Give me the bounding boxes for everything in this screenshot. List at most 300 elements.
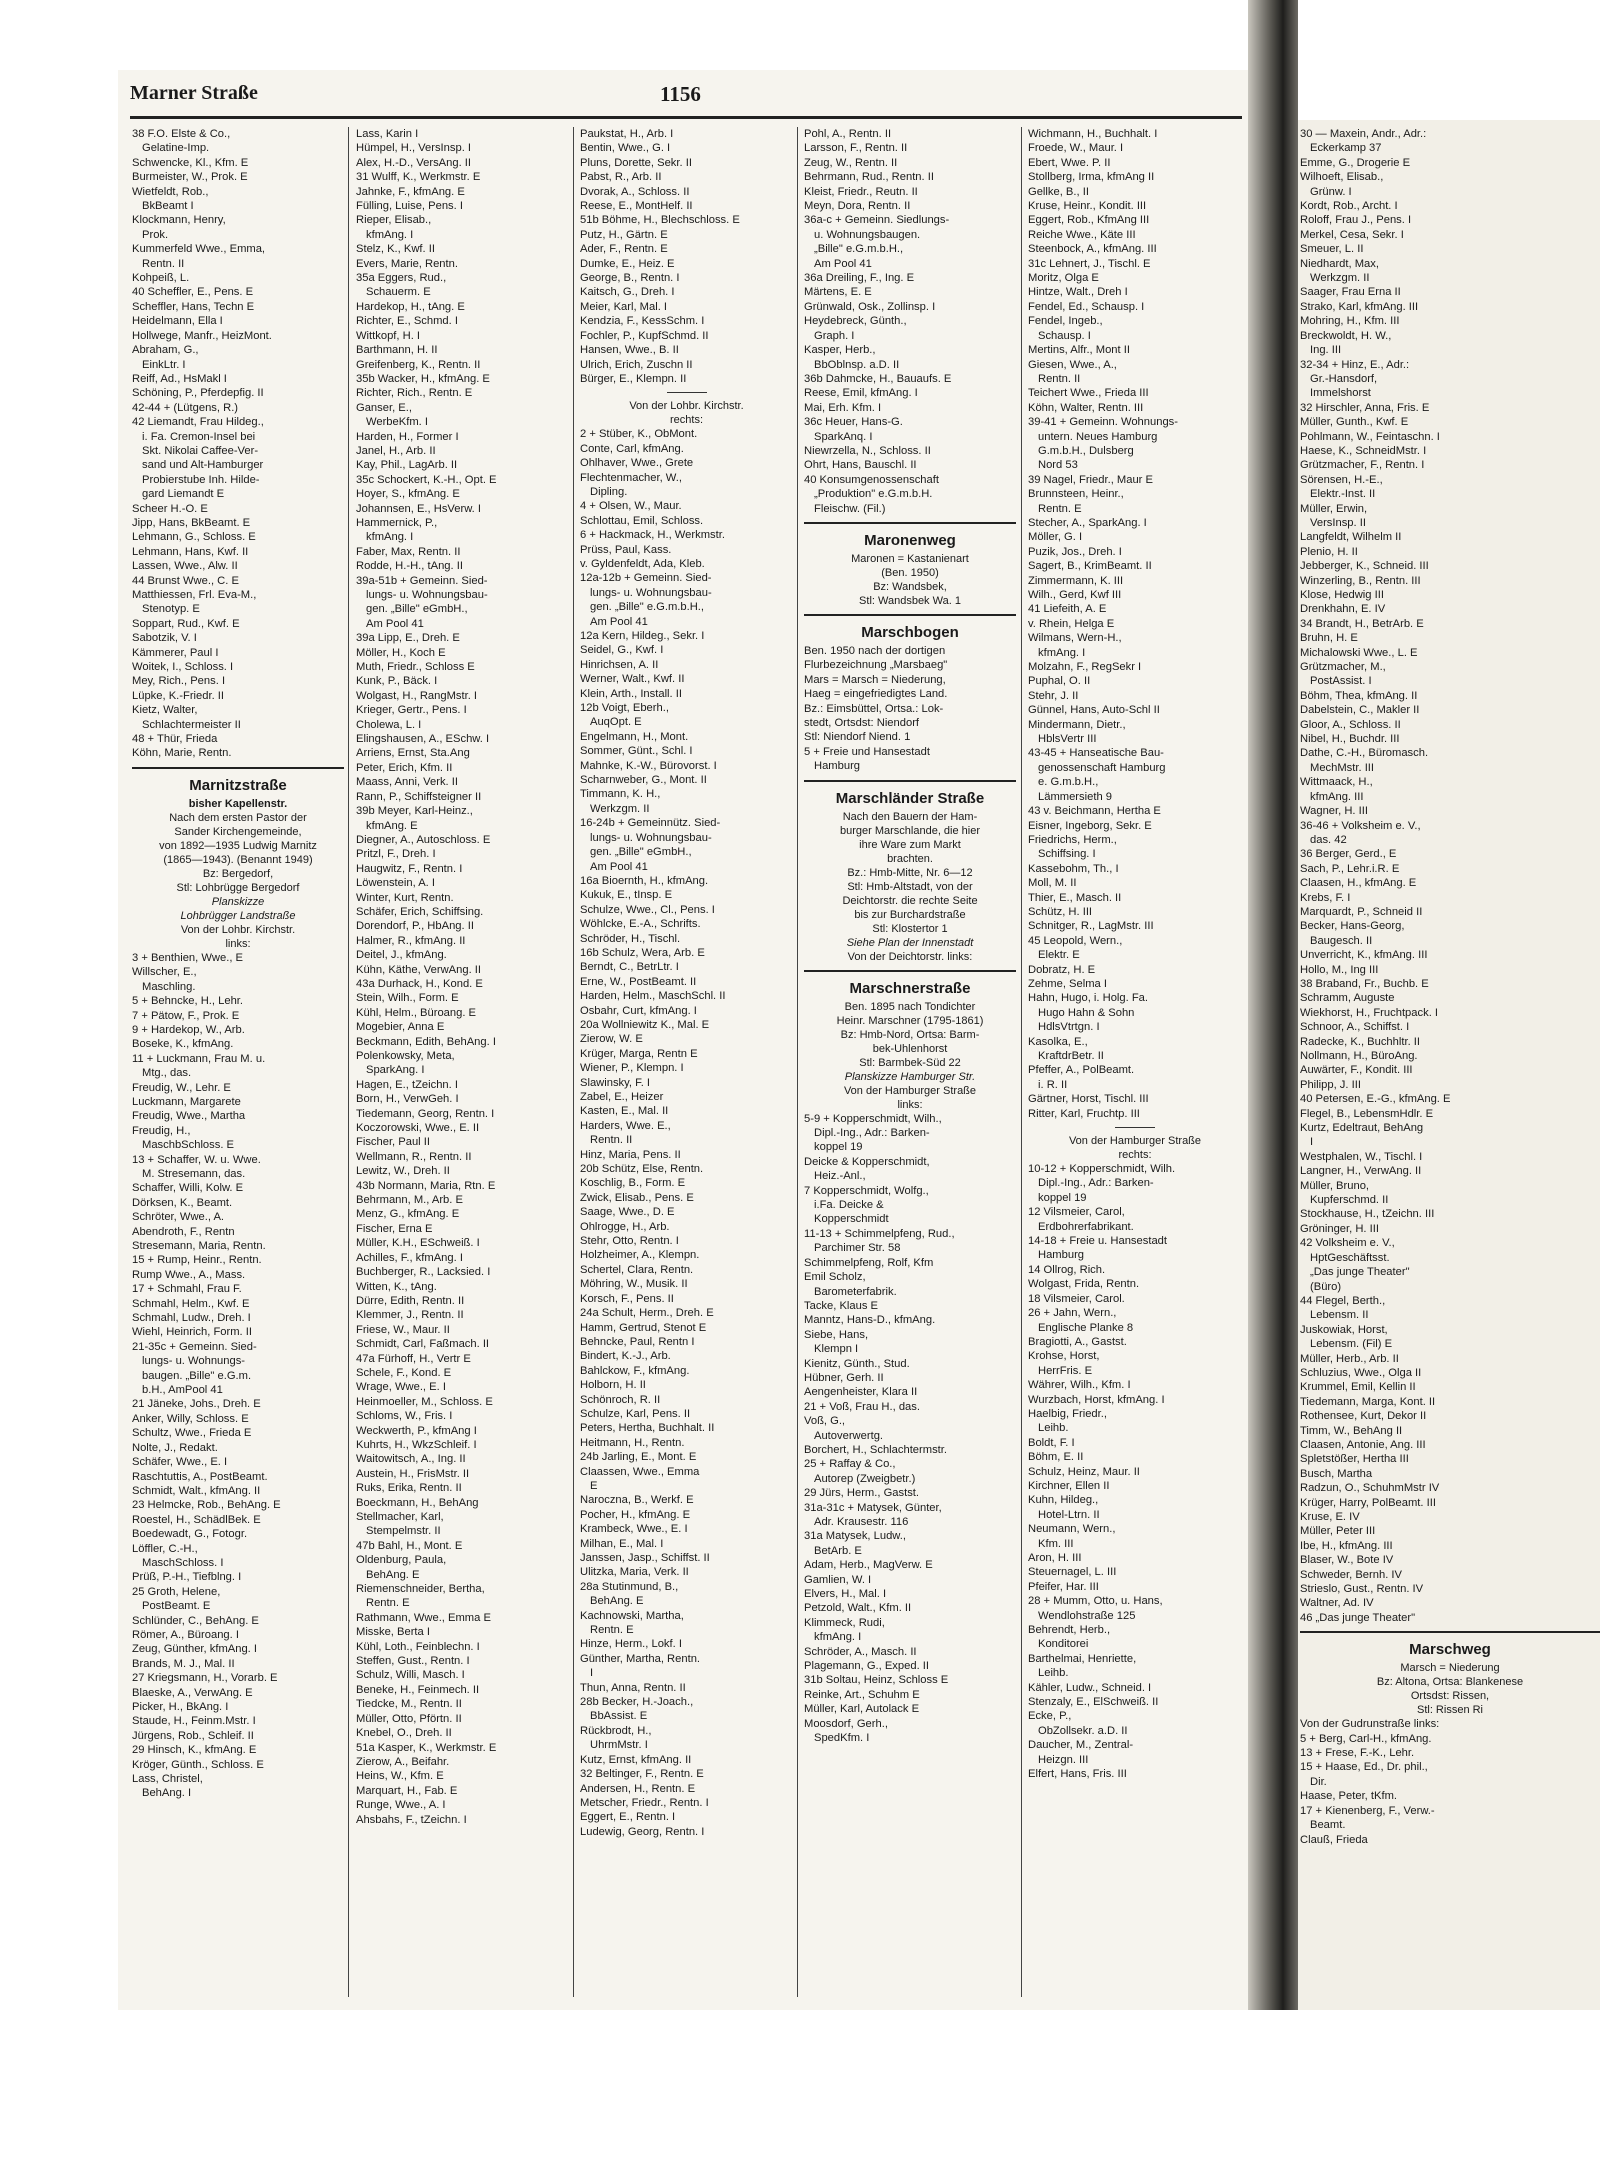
resident-entry: Köhn, Marie, Rentn. xyxy=(132,747,232,760)
resident-entry: Köhn, Walter, Rentn. III xyxy=(1028,401,1144,414)
street-info-line: Nach dem ersten Pastor der xyxy=(169,811,307,824)
resident-entry: Barthelmai, Henriette, xyxy=(1028,1652,1137,1665)
resident-entry: 39b Meyer, Karl-Heinz., xyxy=(356,805,473,818)
resident-entry: Kay, Phil., LagArb. II xyxy=(356,459,458,472)
resident-entry: Janssen, Jasp., Schiffst. II xyxy=(580,1552,710,1564)
street-info-line: links: xyxy=(225,937,251,950)
resident-entry: Bentin, Wwe., G. I xyxy=(580,142,671,155)
resident-entry: 10-12 + Kopperschmidt, Wilh. xyxy=(1028,1163,1176,1176)
resident-entry: Schwencke, Kl., Kfm. E xyxy=(132,156,249,169)
resident-entry: stedt, Ortsdst: Niendorf xyxy=(804,717,920,729)
entry-continuation: Schausp. I xyxy=(1038,329,1091,342)
resident-entry: 16a Bioernth, H., kfmAng. xyxy=(580,874,709,887)
resident-entry: Scheer H.-O. E xyxy=(132,502,208,515)
resident-entry: Kleist, Friedr., Reutn. II xyxy=(804,185,918,198)
resident-entry: Schaffer, Willi, Kolw. E xyxy=(132,1182,244,1195)
resident-entry: 15 + Rump, Heinr., Rentn. xyxy=(132,1254,262,1267)
resident-entry: Kienitz, Günth., Stud. xyxy=(804,1357,910,1370)
resident-entry: 14-18 + Freie u. Hansestadt xyxy=(1028,1235,1167,1248)
resident-entry: Boeckmann, H., BehAng xyxy=(356,1496,479,1509)
resident-entry: Roestel, H., SchädlBek. E xyxy=(132,1513,261,1526)
resident-entry: 32 Hirschler, Anna, Fris. E xyxy=(1300,401,1430,414)
resident-entry: Moritz, Olga E xyxy=(1028,272,1099,285)
resident-entry: Schütz, H. III xyxy=(1028,905,1093,918)
resident-entry: Krummel, Emil, Kellin II xyxy=(1300,1381,1416,1394)
resident-entry: Rann, P., Schiffsteigner II xyxy=(356,790,482,803)
entry-continuation: gen. „Bille" e.G.m.b.H., xyxy=(590,601,705,614)
entry-continuation: VersInsp. II xyxy=(1310,516,1366,529)
resident-entry: Kühl, Loth., Feinblechn. I xyxy=(356,1640,480,1653)
resident-entry: Soppart, Rud., Kwf. E xyxy=(132,617,240,630)
resident-entry: Sabotzik, V. I xyxy=(132,632,197,645)
entry-continuation: Barometerfabrik. xyxy=(814,1285,897,1298)
resident-entry: 28 + Mumm, Otto, u. Hans, xyxy=(1028,1595,1163,1608)
entry-continuation: Parchimer Str. 58 xyxy=(814,1242,901,1255)
resident-entry: Raschtuttis, A., PostBeamt. xyxy=(132,1470,268,1483)
resident-entry: Kendzia, F., KessSchm. I xyxy=(580,315,705,328)
entry-continuation: Stempelmstr. II xyxy=(366,1525,441,1538)
resident-entry: Beckmann, Edith, BehAng. I xyxy=(356,1035,496,1048)
resident-entry: 42 Volksheim e. V., xyxy=(1300,1237,1395,1250)
resident-entry: Langfeldt, Wilhelm II xyxy=(1300,531,1402,544)
entry-continuation: Prok. xyxy=(142,228,169,241)
resident-entry: Nolte, J., Redakt. xyxy=(132,1441,218,1454)
resident-entry: Rieper, Elisab., xyxy=(356,214,432,227)
entry-continuation: SpedKfm. I xyxy=(814,1732,870,1745)
street-info-line: Bz: Bergedorf, xyxy=(202,867,274,880)
resident-entry: Friedrichs, Herm., xyxy=(1028,833,1117,846)
resident-entry: Knebel, O., Dreh. II xyxy=(356,1727,452,1740)
resident-entry: Molzahn, F., RegSekr I xyxy=(1028,661,1142,674)
resident-entry: Andersen, H., Rentn. E xyxy=(580,1782,696,1795)
resident-entry: Borchert, H., Schlachtermstr. xyxy=(804,1443,947,1456)
resident-entry: Kurtz, Edeltraut, BehAng xyxy=(1300,1122,1424,1135)
resident-entry: Niedhardt, Max, xyxy=(1300,257,1379,270)
street-heading: Marnitzstraße xyxy=(132,767,344,797)
entry-continuation: Dipling. xyxy=(590,485,628,498)
resident-entry: Picker, H., BkAng. I xyxy=(132,1701,229,1713)
resident-entry: Scheffler, Hans, Techn E xyxy=(132,300,255,313)
entry-continuation: MaschSchloss. I xyxy=(142,1556,224,1569)
resident-entry: Bragiotti, A., Gastst. xyxy=(1028,1335,1127,1348)
resident-entry: Schmidt, Walt., kfmAng. II xyxy=(132,1484,261,1497)
section-separator xyxy=(667,392,707,393)
resident-entry: Kassebohm, Th., I xyxy=(1028,862,1119,875)
resident-entry: Günther, Martha, Rentn. xyxy=(580,1652,701,1665)
entry-continuation: i. Fa. Cremon-Insel bei xyxy=(142,430,256,443)
resident-entry: Zimmermann, K. III xyxy=(1028,574,1124,587)
resident-entry: Becker, Hans-Georg, xyxy=(1300,920,1405,933)
entry-continuation: BkBeamt I xyxy=(142,200,194,213)
resident-entry: Pluns, Dorette, Sekr. II xyxy=(580,156,692,169)
entry-continuation: Am Pool 41 xyxy=(590,860,648,873)
resident-entry: Reiche Wwe., Käte III xyxy=(1028,228,1136,241)
directory-column-3 xyxy=(580,127,793,2007)
resident-entry: Mey, Rich., Pens. I xyxy=(132,675,226,688)
entry-continuation: BehAng. I xyxy=(142,1787,192,1800)
resident-entry: Flurbezeichnung „Marsbaeg" xyxy=(804,659,948,672)
resident-entry: Kukuk, E., tInsp. E xyxy=(580,889,673,902)
resident-entry: 34 Brandt, H., BetrArb. E xyxy=(1300,617,1424,630)
resident-entry: Beneke, H., Feinmech. II xyxy=(356,1683,480,1696)
entry-continuation: Mtg., das. xyxy=(142,1067,192,1080)
entry-continuation: Nord 53 xyxy=(1038,459,1078,472)
resident-entry: Pohlmann, W., Feintaschn. I xyxy=(1300,430,1440,443)
resident-entry: Kruse, Heinr., Kondit. III xyxy=(1028,200,1147,213)
entry-continuation: Kupferschmd. II xyxy=(1310,1194,1389,1207)
resident-entry: Johannsen, E., HsVerw. I xyxy=(356,502,481,515)
resident-entry: Harden, H., Former I xyxy=(356,430,459,443)
resident-entry: Hardekop, H., tAng. E xyxy=(356,300,465,313)
resident-entry: Aron, H. III xyxy=(1028,1552,1082,1564)
resident-entry: 13 + Schaffer, W. u. Wwe. xyxy=(132,1153,261,1166)
resident-entry: Rodde, H.-H., tAng. II xyxy=(356,560,463,573)
entry-continuation: Beamt. xyxy=(1310,1819,1346,1832)
resident-entry: Lewitz, W., Dreh. II xyxy=(356,1165,450,1178)
resident-entry: Osbahr, Curt, kfmAng. I xyxy=(580,1004,697,1017)
entry-continuation: „Das junge Theater" xyxy=(1310,1266,1410,1279)
resident-entry: Winzerling, B., Rentn. III xyxy=(1300,574,1421,587)
resident-entry: Ecke, P., xyxy=(1028,1710,1072,1723)
resident-entry: Schmahl, Helm., Kwf. E xyxy=(132,1297,250,1310)
entry-continuation: genossenschaft Hamburg xyxy=(1038,761,1166,774)
street-info-line: Maronen = Kastanienart xyxy=(851,552,969,565)
resident-entry: Achilles, F., kfmAng. I xyxy=(356,1251,463,1264)
resident-entry: Misske, Berta I xyxy=(356,1626,430,1639)
resident-entry: Schulze, Karl, Pens. II xyxy=(580,1407,691,1420)
entry-continuation: kfmAng. I xyxy=(366,228,414,241)
resident-entry: Brands, M. J., Mal. II xyxy=(132,1657,235,1670)
resident-entry: Fülling, Luise, Pens. I xyxy=(356,200,463,213)
resident-entry: Schramm, Auguste xyxy=(1300,992,1395,1005)
resident-entry: Schele, F., Kond. E xyxy=(356,1366,452,1379)
resident-entry: Putz, H., Gärtn. E xyxy=(580,228,668,241)
entry-continuation: Wendlohstraße 125 xyxy=(1038,1609,1136,1622)
resident-entry: Schäfer, Erich, Schiffsing. xyxy=(356,905,484,918)
entry-continuation: i.Fa. Deicke & xyxy=(814,1199,884,1212)
resident-entry: Löwenstein, A. I xyxy=(356,877,435,890)
resident-entry: George, B., Rentn. I xyxy=(580,272,680,285)
resident-entry: Wilh., Gerd, Kwf III xyxy=(1028,589,1122,601)
resident-entry: Adam, Herb., MagVerw. E xyxy=(804,1559,933,1572)
resident-entry: Blaser, W., Bote IV xyxy=(1300,1554,1394,1567)
resident-entry: Westphalen, W., Tischl. I xyxy=(1300,1150,1423,1163)
street-info-line: Bz.: Hmb-Mitte, Nr. 6—12 xyxy=(847,866,973,879)
resident-entry: Meier, Karl, Mal. I xyxy=(580,300,668,313)
entry-continuation: PostBeamt. E xyxy=(142,1600,211,1613)
resident-entry: Milhan, E., Mal. I xyxy=(580,1537,664,1550)
resident-entry: Günnel, Hans, Auto-Schl II xyxy=(1028,704,1160,717)
entry-continuation: Am Pool 41 xyxy=(366,617,424,630)
resident-entry: Zwick, Elisab., Pens. E xyxy=(580,1191,694,1204)
resident-entry: Timmann, K. H., xyxy=(580,788,661,801)
resident-entry: Giesen, Wwe., A., xyxy=(1028,358,1117,371)
resident-entry: Kuhrts, H., WkzSchleif. I xyxy=(356,1438,477,1451)
resident-entry: Tiedcke, M., Rentn. II xyxy=(356,1698,462,1711)
resident-entry: 40 Konsumgenossenschaft xyxy=(804,473,939,486)
resident-entry: Währer, Wilh., Kfm. I xyxy=(1028,1379,1131,1392)
header-rule xyxy=(130,116,1242,119)
resident-entry: 4 + Olsen, W., Maur. xyxy=(580,500,682,513)
resident-entry: Waitowitsch, A., Ing. II xyxy=(356,1453,466,1466)
resident-entry: Austein, H., FrisMstr. II xyxy=(356,1467,470,1480)
resident-entry: Lassen, Wwe., Alw. II xyxy=(132,560,238,573)
resident-entry: Siebe, Hans, xyxy=(804,1328,869,1341)
directory-column-1 xyxy=(132,127,344,2007)
resident-entry: 31a Matysek, Ludw., xyxy=(804,1530,906,1543)
resident-entry: Klockmann, Henry, xyxy=(132,214,226,227)
resident-entry: 43a Durhack, H., Kond. E xyxy=(356,977,483,990)
resident-entry: Grützmacher, F., Rentn. I xyxy=(1300,459,1425,472)
entry-continuation: Leihb. xyxy=(1038,1422,1069,1435)
resident-entry: Born, H., VerwGeh. I xyxy=(356,1093,459,1106)
resident-entry: Emme, G., Drogerie E xyxy=(1300,156,1411,169)
resident-entry: Hahn, Hugo, i. Holg. Fa. xyxy=(1028,992,1149,1005)
resident-entry: Stl: Niendorf Niend. 1 xyxy=(804,731,911,744)
resident-entry: 32 Beltinger, F., Rentn. E xyxy=(580,1768,704,1781)
resident-entry: Dumke, E., Heiz. E xyxy=(580,257,675,270)
entry-continuation: WerbeKfm. I xyxy=(366,416,428,429)
resident-entry: Von der Gudrunstraße links: xyxy=(1300,1718,1440,1731)
resident-entry: Drenkhahn, E. IV xyxy=(1300,603,1386,616)
resident-entry: Krambeck, Wwe., E. I xyxy=(580,1523,688,1536)
resident-entry: Stollberg, Irma, kfmAng II xyxy=(1028,171,1155,184)
resident-entry: Manntz, Hans-D., kfmAng. xyxy=(804,1314,936,1327)
resident-entry: Anker, Willy, Schloss. E xyxy=(132,1412,249,1425)
resident-entry: Haelbig, Friedr., xyxy=(1028,1407,1107,1420)
resident-entry: Rump Wwe., A., Mass. xyxy=(132,1268,246,1281)
entry-continuation: Hamburg xyxy=(1038,1249,1085,1262)
resident-entry: 38 Braband, Fr., Buchb. E xyxy=(1300,977,1429,990)
resident-entry: Hümpel, H., VersInsp. I xyxy=(356,142,472,155)
resident-entry: Waltner, Ad. IV xyxy=(1300,1597,1374,1610)
resident-entry: Breckwoldt, H. W., xyxy=(1300,329,1392,342)
entry-continuation: Kfm. III xyxy=(1038,1537,1074,1550)
resident-entry: Behncke, Paul, Rentn I xyxy=(580,1335,695,1348)
resident-entry: Krüger, Harry, PolBeamt. III xyxy=(1300,1496,1436,1509)
entry-continuation: ObZollsekr. a.D. II xyxy=(1038,1724,1128,1737)
entry-continuation: Lebensm. II xyxy=(1310,1309,1369,1322)
resident-entry: Schulz, Willi, Masch. I xyxy=(356,1669,465,1682)
resident-entry: Bindert, K.-J., Arb. xyxy=(580,1350,671,1363)
entry-continuation: Hugo Hahn & Sohn xyxy=(1038,1006,1135,1019)
resident-entry: Schlottau, Emil, Schloss. xyxy=(580,514,704,527)
resident-entry: 35c Schockert, K.-H., Opt. E xyxy=(356,473,497,486)
resident-entry: Werner, Walt., Kwf. II xyxy=(580,673,685,686)
resident-entry: 25 + Raffay & Co., xyxy=(804,1458,896,1471)
resident-entry: Thier, E., Masch. II xyxy=(1028,891,1122,904)
resident-entry: Hamm, Gertrud, Stenot E xyxy=(580,1321,707,1334)
resident-entry: 40 Scheffler, E., Pens. E xyxy=(132,286,254,299)
resident-entry: Ulitzka, Maria, Verk. II xyxy=(580,1566,689,1579)
resident-entry: Wöhlcke, E.-A., Schrifts. xyxy=(580,918,701,931)
resident-entry: Ahsbahs, F., tZeichn. I xyxy=(356,1813,467,1826)
street-info-line: bek-Uhlenhorst xyxy=(872,1042,948,1055)
resident-entry: Paukstat, H., Arb. I xyxy=(580,128,674,140)
resident-entry: Pohl, A., Rentn. II xyxy=(804,128,892,140)
resident-entry: Haeg = eingefriedigtes Land. xyxy=(804,688,948,701)
resident-entry: 5 + Freie und Hansestadt xyxy=(804,745,930,758)
resident-entry: Klimmeck, Rudi, xyxy=(804,1616,885,1629)
resident-entry: Schweder, Bernh. IV xyxy=(1300,1568,1402,1581)
resident-entry: Sörensen, H.-E., xyxy=(1300,473,1383,486)
resident-entry: Hoyer, S., kfmAng. E xyxy=(356,488,460,501)
resident-entry: Bürger, E., Klempn. II xyxy=(580,372,687,385)
resident-entry: Tacke, Klaus E xyxy=(804,1299,878,1312)
resident-entry: Dvorak, A., Schloss. II xyxy=(580,185,690,198)
resident-entry: Kirchner, Ellen II xyxy=(1028,1479,1110,1492)
resident-entry: 20b Schütz, Else, Rentn. xyxy=(580,1163,704,1176)
resident-entry: Gröninger, H. III xyxy=(1300,1222,1379,1235)
resident-entry: Gloor, A., Schloss. II xyxy=(1300,718,1401,731)
resident-entry: Müller, Gunth., Kwf. E xyxy=(1300,416,1409,429)
resident-entry: Smeuer, L. II xyxy=(1300,243,1364,256)
resident-entry: Schulz, Heinz, Maur. II xyxy=(1028,1465,1140,1478)
resident-entry: Ohlhaver, Wwe., Grete xyxy=(580,457,694,470)
street-info-line: Marsch = Niederung xyxy=(1400,1662,1500,1675)
resident-entry: Petzold, Walt., Kfm. II xyxy=(804,1602,912,1615)
street-info-line: brachten. xyxy=(887,852,933,865)
resident-entry: Rothensee, Kurt, Dekor II xyxy=(1300,1410,1427,1423)
resident-entry: Claassen, Wwe., Emma xyxy=(580,1465,700,1478)
resident-entry: Schmidt, Carl, Faßmach. II xyxy=(356,1338,490,1351)
resident-entry: Dorendorf, P., HbAng. II xyxy=(356,920,474,933)
resident-entry: 31a-31c + Matysek, Günter, xyxy=(804,1501,942,1514)
resident-entry: Haese, K., SchneidMstr. I xyxy=(1300,444,1427,457)
entry-continuation: Erdbohrerfabrikant. xyxy=(1038,1220,1134,1233)
resident-entry: Sagert, B., KrimBeamt. II xyxy=(1028,560,1152,573)
resident-entry: Strako, Karl, kfmAng. III xyxy=(1300,300,1419,313)
entry-continuation: Gelatine-Imp. xyxy=(142,142,210,155)
resident-entry: Eggert, E., Rentn. I xyxy=(580,1811,676,1824)
resident-entry: Wagner, H. III xyxy=(1300,805,1368,818)
resident-entry: Roloff, Frau J., Pens. I xyxy=(1300,214,1412,227)
resident-entry: 5-9 + Kopperschmidt, Wilh., xyxy=(804,1112,942,1125)
resident-entry: Kunk, P., Bäck. I xyxy=(356,675,438,688)
resident-entry: Daucher, M., Zentral- xyxy=(1028,1739,1134,1752)
entry-continuation: Lämmersieth 9 xyxy=(1038,790,1112,803)
resident-entry: Boedewadt, G., Fotogr. xyxy=(132,1528,248,1541)
resident-entry: Harders, Wwe. E., xyxy=(580,1119,671,1132)
resident-entry: 41 Liefeith, A. E xyxy=(1028,603,1107,616)
street-info-line: (Ben. 1950) xyxy=(881,566,939,579)
entry-continuation: G.m.b.H., Dulsberg xyxy=(1038,444,1134,457)
resident-entry: Schnoor, A., Schiffst. I xyxy=(1300,1021,1410,1034)
entry-continuation: PostAssist. I xyxy=(1310,675,1372,688)
entry-continuation: gen. „Bille" eGmbH., xyxy=(366,603,468,616)
resident-entry: Hammernick, P., xyxy=(356,516,438,529)
resident-entry: 32-34 + Hinz, E., Adr.: xyxy=(1300,358,1410,371)
resident-entry: 36-46 + Volksheim e. V., xyxy=(1300,819,1421,832)
resident-entry: Kühl, Helm., Büroang. E xyxy=(356,1006,477,1019)
entry-continuation: Autoverwertg. xyxy=(814,1429,884,1442)
resident-entry: Märtens, E. E xyxy=(804,286,872,299)
entry-continuation: (Büro) xyxy=(1310,1280,1342,1293)
resident-entry: Nollmann, H., BüroAng. xyxy=(1300,1050,1418,1062)
street-heading: Marschbogen xyxy=(804,614,1016,644)
resident-entry: Engelmann, H., Mont. xyxy=(580,730,689,743)
resident-entry: Halmer, R., kfmAng. II xyxy=(356,934,466,947)
street-info-line: Stl: Hmb-Altstadt, von der xyxy=(847,880,973,893)
resident-entry: 36c Heuer, Hans-G. xyxy=(804,416,903,429)
street-info-line: Bz: Hmb-Nord, Ortsa: Barm- xyxy=(840,1028,980,1041)
page-header xyxy=(130,82,1240,112)
resident-entry: Freudig, H., xyxy=(132,1124,191,1137)
resident-entry: Merkel, Cesa, Sekr. I xyxy=(1300,228,1404,241)
column-divider xyxy=(573,127,574,1997)
resident-entry: Stresemann, Maria, Rentn. xyxy=(132,1240,266,1252)
resident-entry: Reese, Emil, kfmAng. I xyxy=(804,387,918,400)
resident-entry: Dabelstein, C., Makler II xyxy=(1300,704,1420,717)
resident-entry: 18 Vilsmeier, Carol. xyxy=(1028,1292,1125,1305)
resident-entry: Flechtenmacher, W., xyxy=(580,471,682,484)
entry-continuation: Immelshorst xyxy=(1310,387,1371,400)
entry-continuation: I xyxy=(1310,1136,1314,1149)
resident-entry: Heinmoeller, M., Schloss. E xyxy=(356,1395,493,1408)
entry-continuation: das. 42 xyxy=(1310,833,1347,846)
resident-entry: Witten, K., tAng. xyxy=(356,1280,437,1293)
entry-continuation: Maschling. xyxy=(142,980,196,993)
resident-entry: Stockhause, H., tZeichn. III xyxy=(1300,1208,1435,1221)
street-info-line: burger Marschlande, die hier xyxy=(839,824,981,837)
street-plan-note: Lohbrügger Landstraße xyxy=(180,909,296,922)
resident-entry: Kaitsch, G., Dreh. I xyxy=(580,286,675,299)
resident-entry: 43 v. Beichmann, Hertha E xyxy=(1028,805,1161,818)
entry-continuation: Ing. III xyxy=(1310,344,1342,357)
entry-continuation: Am Pool 41 xyxy=(814,257,872,270)
entry-continuation: HptGeschäftsst. xyxy=(1310,1251,1390,1264)
book-spine xyxy=(1248,0,1298,2010)
resident-entry: Kordt, Rob., Archt. I xyxy=(1300,200,1398,213)
resident-entry: Lass, Karin I xyxy=(356,128,419,140)
resident-entry: Elingshausen, A., ESchw. I xyxy=(356,733,490,746)
entry-continuation: Leihb. xyxy=(1038,1667,1069,1680)
resident-entry: Arriens, Ernst, Sta.Ang xyxy=(356,747,470,760)
resident-entry: Winter, Kurt, Rentn. xyxy=(356,891,454,904)
entry-continuation: Heizgn. III xyxy=(1038,1753,1089,1766)
resident-entry: Hollo, M., Ing III xyxy=(1300,963,1379,976)
entry-continuation: Rentn. II xyxy=(590,1134,633,1147)
resident-entry: 42 Liemandt, Frau Hildeg., xyxy=(132,416,264,429)
resident-entry: Pfeifer, Har. III xyxy=(1028,1580,1099,1593)
resident-entry: 47b Bahl, H., Mont. E xyxy=(356,1539,463,1552)
resident-entry: Lass, Christel, xyxy=(132,1773,203,1786)
resident-entry: Timm, W., BehAng II xyxy=(1300,1424,1403,1437)
resident-entry: Matthiessen, Frl. Eva-M., xyxy=(132,589,257,601)
resident-entry: Reiff, Ad., HsMakl I xyxy=(132,372,227,385)
resident-entry: Erne, W., PostBeamt. II xyxy=(580,975,697,988)
resident-entry: Seidel, G., Kwf. I xyxy=(580,644,664,657)
street-info-line: Bz: Wandsbek, xyxy=(873,580,947,593)
resident-entry: Wichmann, H., Buchhalt. I xyxy=(1028,128,1158,140)
resident-entry: Klose, Hedwig III xyxy=(1300,589,1384,601)
resident-entry: 36a-c + Gemeinn. Siedlungs- xyxy=(804,214,950,227)
entry-continuation: Adr. Krausestr. 116 xyxy=(814,1516,909,1528)
street-info-line: Heinr. Marschner (1795-1861) xyxy=(836,1014,984,1027)
street-info-line: rechts: xyxy=(669,414,703,427)
resident-entry: Haugwitz, F., Rentn. I xyxy=(356,862,463,875)
street-info-line: Von der Deichtorstr. links: xyxy=(847,950,973,963)
resident-entry: Fendel, Ingeb., xyxy=(1028,315,1103,328)
resident-entry: 35a Eggers, Rud., xyxy=(356,272,447,285)
resident-entry: Steffen, Gust., Rentn. I xyxy=(356,1655,470,1668)
resident-entry: Krieger, Gertr., Pens. I xyxy=(356,704,467,717)
resident-entry: Hinrichsen, A. II xyxy=(580,658,659,671)
resident-entry: Müller, Erwin, xyxy=(1300,502,1368,515)
resident-entry: Ader, F., Rentn. E xyxy=(580,243,668,256)
resident-entry: Steenbock, A., kfmAng. III xyxy=(1028,243,1157,256)
entry-continuation: lungs- u. Wohnungsbau- xyxy=(590,831,712,844)
